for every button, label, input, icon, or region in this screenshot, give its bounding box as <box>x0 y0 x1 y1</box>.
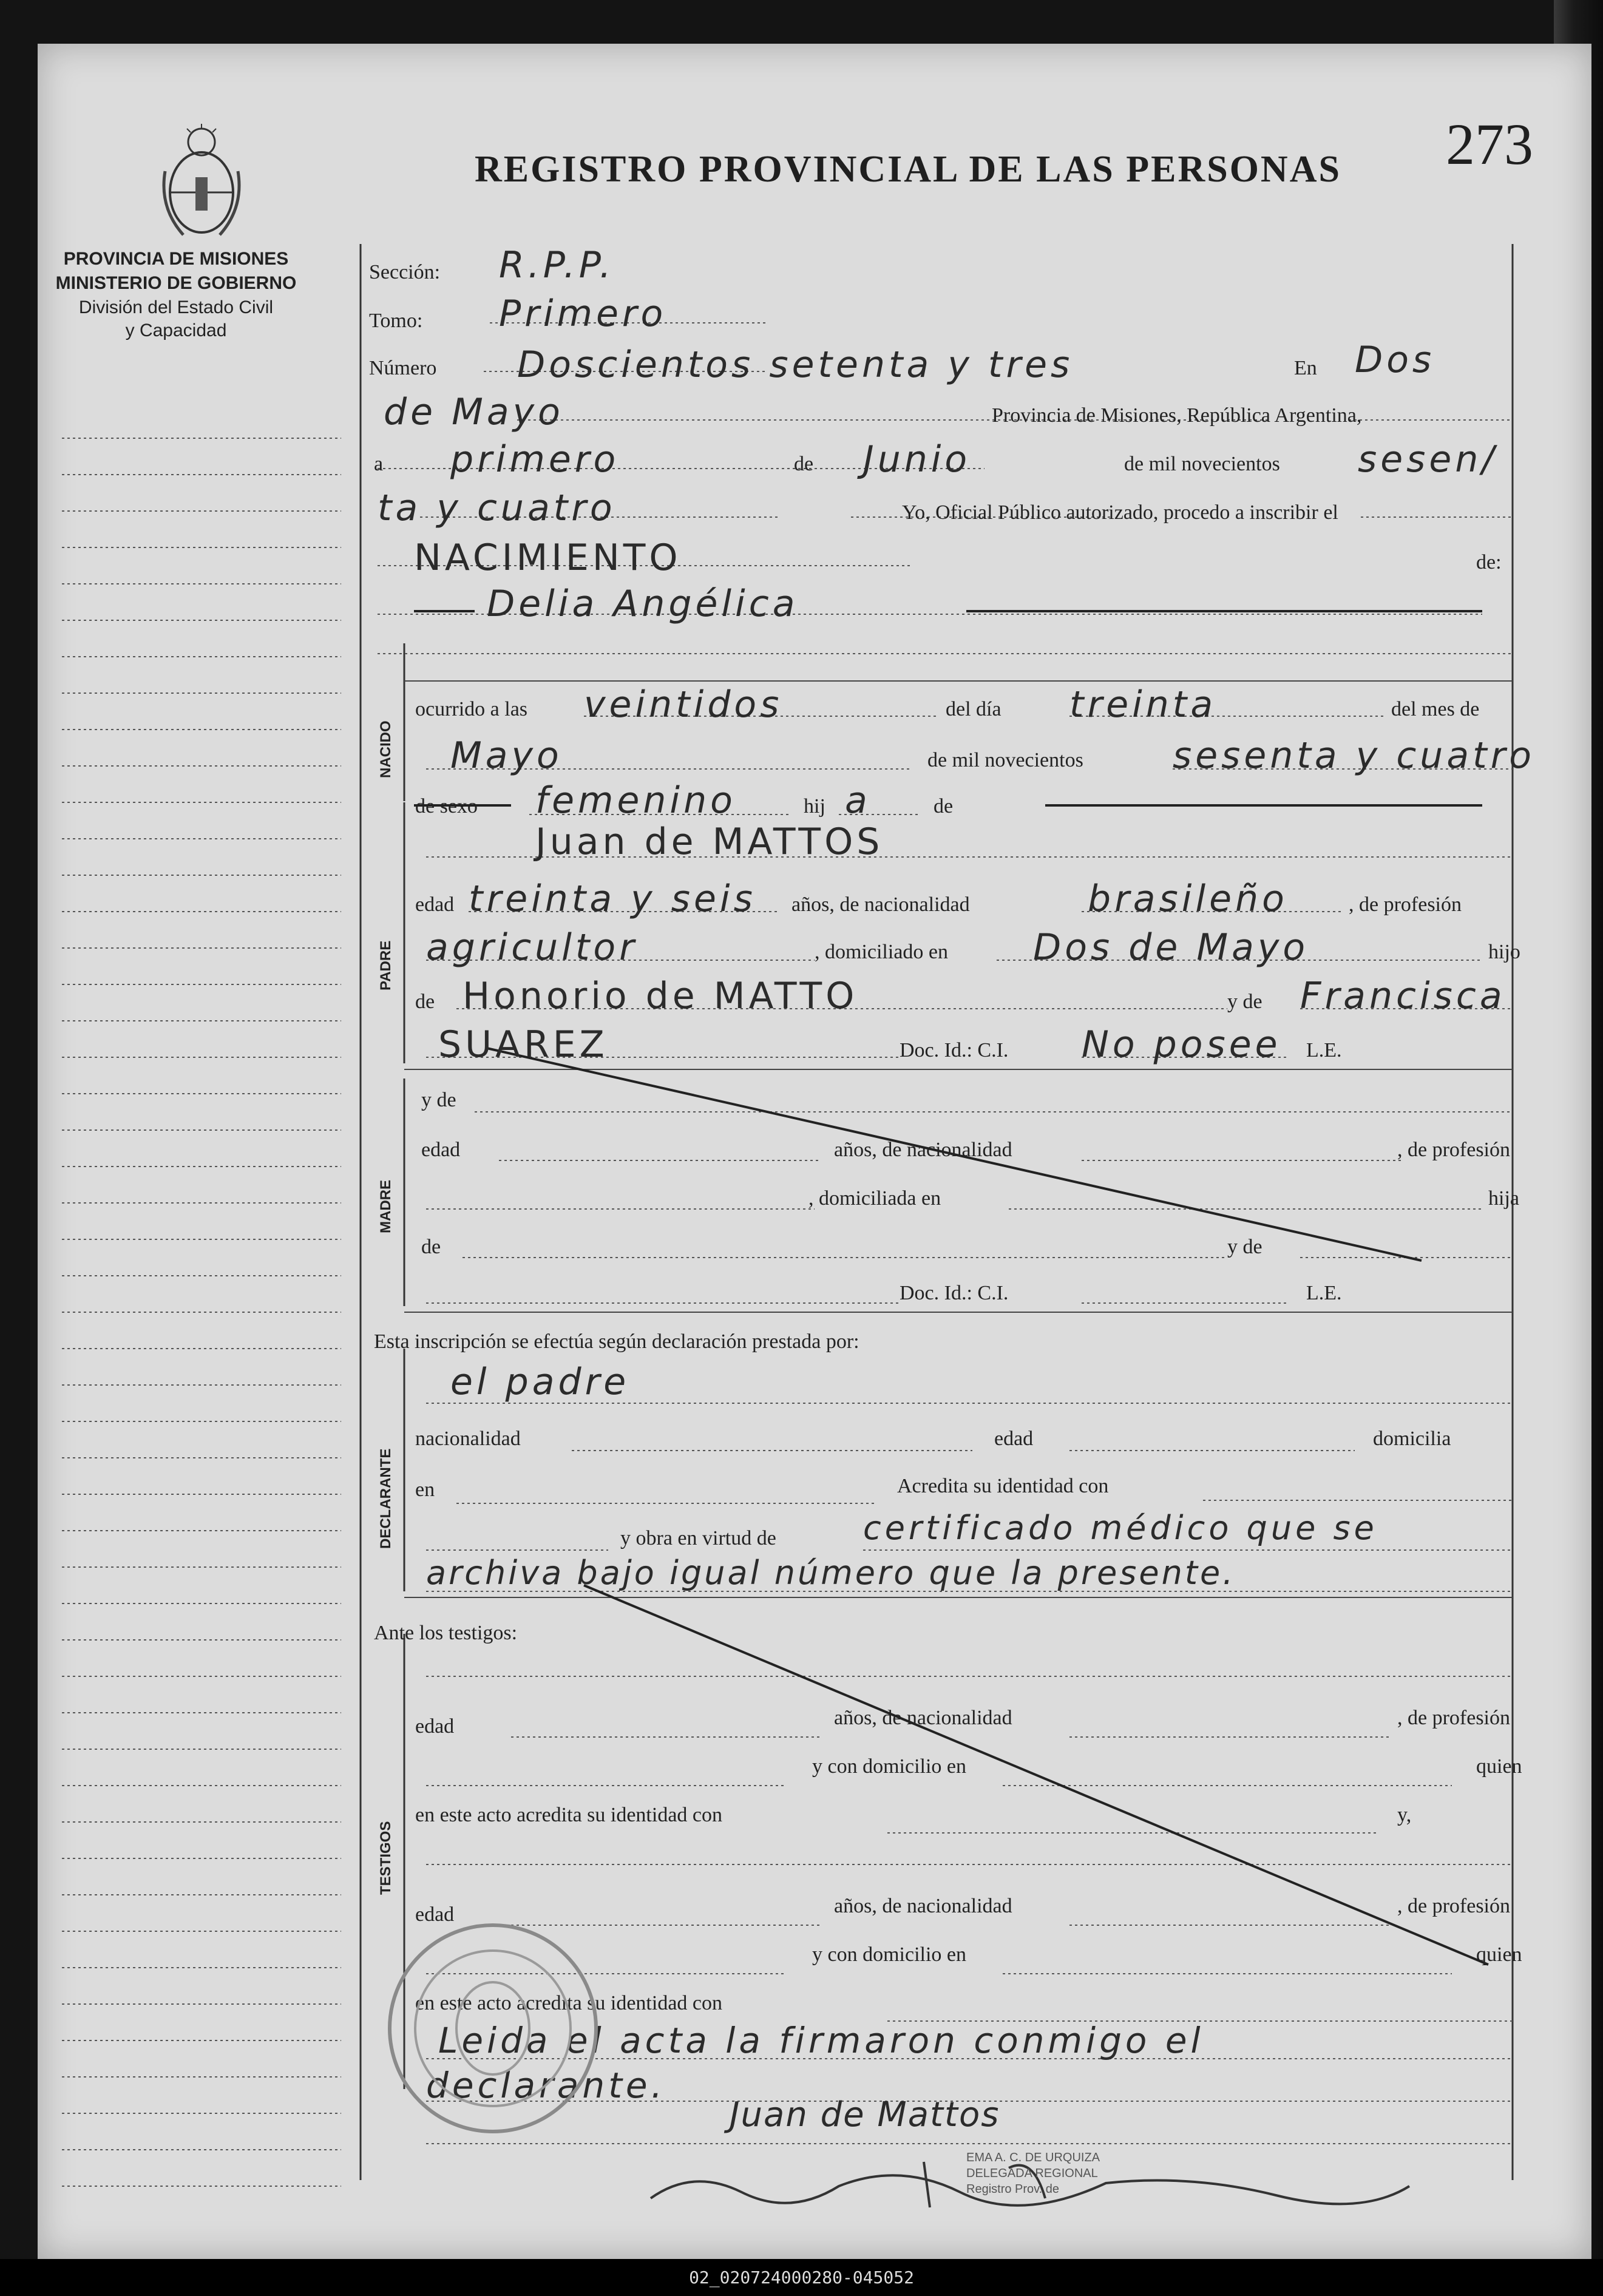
page-number: 273 <box>1446 112 1533 177</box>
stamp-line-2: DELEGADA REGIONAL <box>966 2167 1098 2180</box>
label-seccion: Sección: <box>369 261 441 283</box>
hw-numero: Doscientos setenta y tres <box>517 344 1074 386</box>
signature-declarante: Juan de Mattos <box>730 2095 1000 2135</box>
hw-acto: NACIMIENTO <box>414 537 682 579</box>
label-domiciliado: , domiciliado en <box>815 941 949 963</box>
label-t2-edad: edad <box>415 1903 455 1926</box>
label-t1-de-prof: , de profesión <box>1397 1707 1511 1729</box>
label-hijo: hijo <box>1488 941 1520 963</box>
stamp-line-1: EMA A. C. DE URQUIZA <box>966 2151 1100 2164</box>
hw-leida-1: Leida el acta la firmaron conmigo el <box>438 2020 1204 2061</box>
label-m-domiciliada: , domiciliada en <box>808 1187 941 1210</box>
hw-sexo: femenino <box>535 779 736 822</box>
hw-abuela-2: SUAREZ <box>438 1023 608 1066</box>
label-de-colon: de: <box>1476 551 1502 574</box>
label-le: L.E. <box>1306 1039 1342 1062</box>
label-t2-y-con: y con domicilio en <box>812 1943 967 1966</box>
hw-nombre: Delia Angélica <box>487 583 799 625</box>
hw-abuelo: Honorio de MATTO <box>463 975 858 1017</box>
label-del-mes: del mes de <box>1391 698 1480 720</box>
label-m-de-prof: , de profesión <box>1397 1139 1511 1161</box>
side-label-nacido: NACIDO <box>378 720 394 778</box>
hw-lugar-1: Dos <box>1355 339 1435 381</box>
label-d-nacionalidad: nacionalidad <box>415 1427 521 1450</box>
hw-hij-suffix: a <box>845 779 871 822</box>
official-seal <box>378 1913 608 2144</box>
side-label-declarante: DECLARANTE <box>378 1448 394 1549</box>
hw-seccion: R.P.P. <box>499 244 615 286</box>
label-d-obra: y obra en virtud de <box>620 1527 776 1549</box>
hw-padre-nac: brasileño <box>1088 878 1288 920</box>
hw-anio-nac: sesenta y cuatro <box>1173 734 1536 777</box>
label-tomo: Tomo: <box>369 310 423 332</box>
hw-padre-prof: agricultor <box>426 926 638 969</box>
hw-declarante: el padre <box>450 1361 630 1403</box>
label-m-le: L.E. <box>1306 1282 1342 1304</box>
hw-virtud-2: archiva bajo igual número que la presente. <box>426 1554 1236 1592</box>
hw-hora: veintidos <box>584 683 783 726</box>
label-t1-acredita: en este acto acredita su identidad con <box>415 1804 722 1826</box>
hw-padre-dom: Dos de Mayo <box>1033 926 1309 969</box>
label-t2-anos-nac: años, de nacionalidad <box>834 1895 1012 1917</box>
label-m-edad: edad <box>421 1139 461 1161</box>
label-t1-y: y, <box>1397 1804 1412 1826</box>
register-page <box>38 44 1591 2259</box>
label-d-edad: edad <box>994 1427 1034 1450</box>
label-de-prof: , de profesión <box>1349 893 1462 916</box>
label-t2-de-prof: , de profesión <box>1397 1895 1511 1917</box>
authority-line-2: MINISTERIO DE GOBIERNO <box>55 273 297 293</box>
label-anos-nac: años, de nacionalidad <box>791 893 970 916</box>
hw-virtud-1: certificado médico que se <box>863 1509 1378 1547</box>
label-y-de: y de <box>1227 991 1262 1013</box>
hw-anio-2: ta y cuatro <box>378 487 616 529</box>
label-t2-acredita: en este acto acredita su identidad con <box>415 1992 722 2014</box>
label-m-hija: hija <box>1488 1187 1519 1210</box>
side-label-testigos: TESTIGOS <box>378 1821 394 1895</box>
label-de: de <box>794 453 814 475</box>
label-m-de: de <box>421 1236 441 1258</box>
label-hij: hij <box>804 795 825 818</box>
hw-lugar-2: de Mayo <box>384 391 564 433</box>
label-ante: Ante los testigos: <box>374 1622 518 1644</box>
official-name-stamp <box>966 2150 1100 2197</box>
label-del-dia: del día <box>946 698 1001 720</box>
label-d-en: en <box>415 1478 435 1501</box>
label-provincia: Provincia de Misiones, República Argentina, <box>992 404 1362 427</box>
authority-line-4: y Capacidad <box>125 320 227 340</box>
label-m-anos-nac: años, de nacionalidad <box>834 1139 1012 1161</box>
label-numero: Número <box>369 357 437 379</box>
hw-tomo: Primero <box>499 293 667 335</box>
hw-mes-nac: Mayo <box>450 734 563 777</box>
hw-anio-1: sesen/ <box>1358 438 1498 481</box>
label-ocurrido: ocurrido a las <box>415 698 528 720</box>
label-de-2: de <box>934 795 954 818</box>
hw-padre-nombre: Juan de MATTOS <box>535 821 884 863</box>
page-title: REGISTRO PROVINCIAL DE LAS PERSONAS <box>475 149 1341 190</box>
authority-line-1: PROVINCIA DE MISIONES <box>63 249 289 269</box>
label-d-acredita: Acredita su identidad con <box>897 1475 1109 1497</box>
label-en: En <box>1294 357 1317 379</box>
label-t1-quien: quien <box>1476 1755 1522 1778</box>
label-m-y-de-2: y de <box>1227 1236 1262 1258</box>
label-edad: edad <box>415 893 455 916</box>
label-doc-id: Doc. Id.: C.I. <box>900 1039 1009 1062</box>
label-t1-y-con: y con domicilio en <box>812 1755 967 1778</box>
hw-abuela-1: Francisca <box>1300 975 1506 1017</box>
side-label-madre: MADRE <box>378 1180 394 1233</box>
label-de-mil: de mil novecientos <box>1124 453 1280 475</box>
hw-dia: primero <box>450 438 620 481</box>
label-m-y-de: y de <box>421 1089 456 1111</box>
hw-padre-edad: treinta y seis <box>469 878 756 920</box>
label-d-domicilia: domicilia <box>1373 1427 1451 1450</box>
label-m-doc-id: Doc. Id.: C.I. <box>900 1282 1009 1304</box>
testigos-strikeout <box>584 1585 1488 1965</box>
label-t1-anos-nac: años, de nacionalidad <box>834 1707 1012 1729</box>
label-a: a <box>374 453 384 475</box>
hw-dia-nac: treinta <box>1069 683 1217 726</box>
stamp-line-3: Registro Prov. de <box>966 2183 1060 2196</box>
label-de-3: de <box>415 991 435 1013</box>
side-label-padre: PADRE <box>378 940 394 991</box>
label-de-sexo: de sexo <box>415 795 478 818</box>
hw-leida-2: declarante. <box>426 2065 666 2106</box>
coat-of-arms-icon <box>159 123 244 238</box>
label-declaracion: Esta inscripción se efectúa según declaración prestada por: <box>374 1330 859 1353</box>
label-t2-quien: quien <box>1476 1943 1522 1966</box>
label-t1-edad: edad <box>415 1715 455 1738</box>
image-id-footer: 02_020724000280-045052 <box>0 2259 1603 2296</box>
hw-padre-ci: No posee <box>1082 1023 1281 1066</box>
label-de-mil-2: de mil novecientos <box>927 749 1083 771</box>
hw-mes: Junio <box>863 438 971 481</box>
label-yo: Yo, Oficial Público autorizado, procedo a inscribir el <box>902 501 1338 524</box>
authority-line-3: División del Estado Civil <box>78 297 274 317</box>
